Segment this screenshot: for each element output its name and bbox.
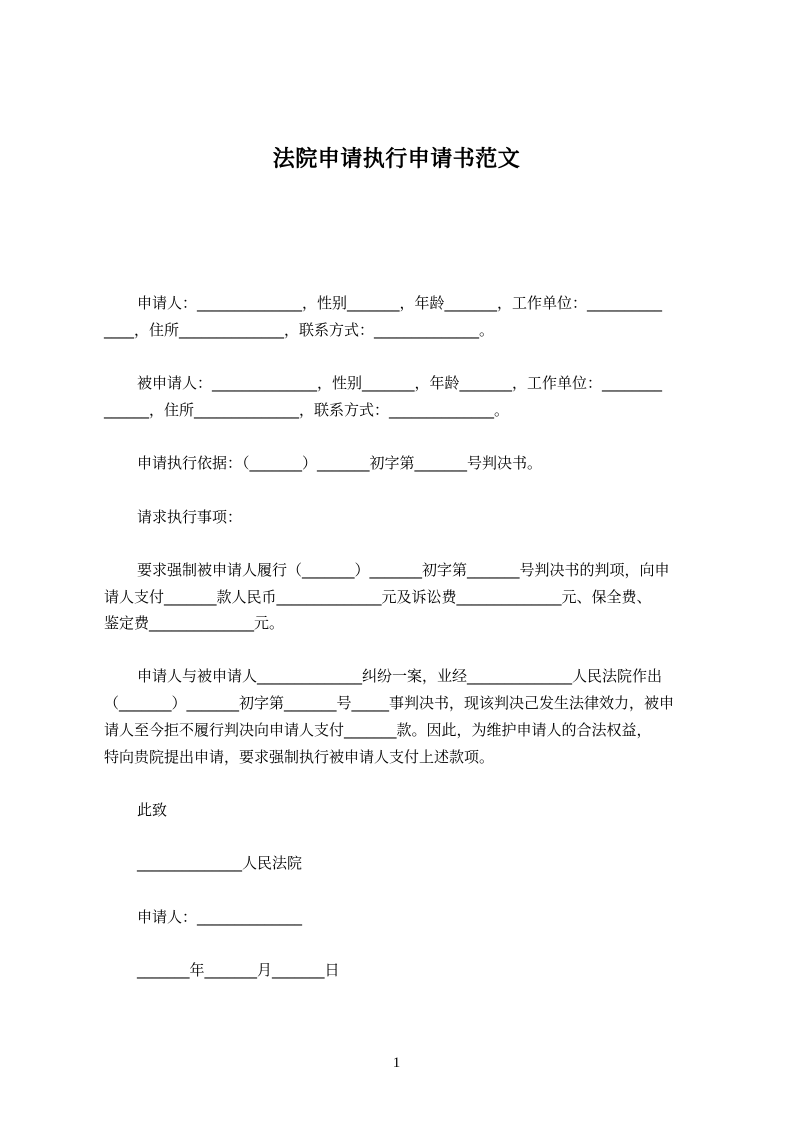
court-name-line: ______________人民法院 xyxy=(137,854,303,872)
facts-line-1: 申请人与被申请人______________纠纷一案，业经______________人民法院作出 xyxy=(137,667,663,685)
request-line-1: 要求强制被申请人履行（_______）_______初字第_______号判决书的判项，向申 xyxy=(137,561,670,579)
request-line-3: 鉴定费______________元。 xyxy=(104,614,285,632)
date-line: _______年_______月_______日 xyxy=(137,961,340,979)
applicant-line-2: ____，住所______________，联系方式：______________。 xyxy=(104,321,495,339)
facts-line-3: 请人至今拒不履行判决向申请人支付_______款。因此，为维护申请人的合法权益， xyxy=(104,721,652,739)
salutation: 此致 xyxy=(137,801,168,819)
document-title: 法院申请执行申请书范文 xyxy=(272,147,521,172)
request-heading: 请求执行事项： xyxy=(137,508,243,526)
applicant-line-1: 申请人：______________，性别_______，年龄_______，工作单位：__________ xyxy=(137,294,663,312)
execution-basis: 申请执行依据：（_______）_______初字第_______号判决书。 xyxy=(137,454,543,472)
page-number: 1 xyxy=(392,1055,401,1071)
respondent-line-1: 被申请人：______________，性别_______，年龄_______，工作单位：________ xyxy=(137,374,663,392)
facts-line-4: 特向贵院提出申请，要求强制执行被申请人支付上述款项。 xyxy=(104,748,495,766)
facts-line-2: （_______）_______初字第_______号_____事判决书，现该判决己发生法律效力，被申 xyxy=(104,694,675,712)
respondent-line-2: ______，住所______________，联系方式：______________。 xyxy=(104,401,510,419)
request-line-2: 请人支付_______款人民币______________元及诉讼费______________元、保全费、 xyxy=(104,588,652,606)
signature-line: 申请人：______________ xyxy=(137,908,303,926)
